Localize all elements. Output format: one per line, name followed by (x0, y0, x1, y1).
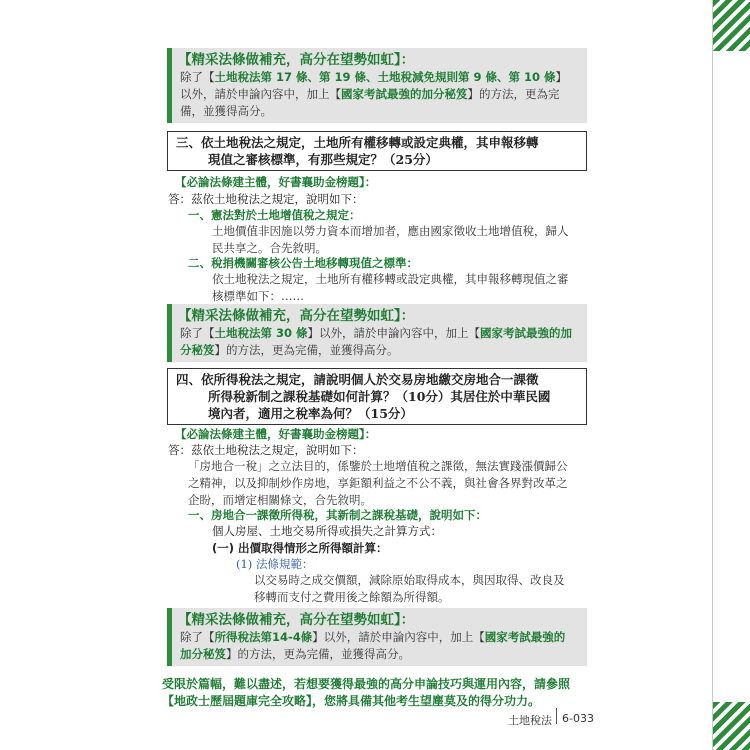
section-title: 一、房地合一課徵所得稅，其新制之課稅基礎，說明如下： (188, 508, 487, 522)
question-3 (167, 131, 587, 171)
question-line: 現值之審核標準，有那些規定？（25分） (208, 152, 438, 167)
page-edge-line (712, 0, 713, 750)
section-body: 個人房屋、土地交易所得或損失之計算方式： (212, 524, 442, 538)
corner-stripe-bottom (713, 702, 750, 750)
question-line: 所得稅新制之課稅基礎如何計算？（10分）其居住於中華民國 (208, 389, 551, 404)
question-line: 四、依所得稅法之規定，請說明個人於交易房地繳交房地合一課徵 (176, 372, 539, 387)
question-4 (167, 368, 587, 425)
supplement-title: 【精采法條做補充，高分在望勢如虹】： (178, 308, 415, 324)
supplement-body: 除了【土地稅法第 17 條、第 19 條、土地稅減免規則第 9 條、第 10 條】 以外，請於申論內容中，加上【國家考試最強的加分秘笈】的方法，更為完 備，並獲得高分。 (180, 70, 568, 118)
law-label: (1) 法條規範： (236, 557, 314, 571)
supplement-title: 【精采法條做補充，高分在望勢如虹】： (178, 612, 415, 628)
supplement-box-2 (167, 304, 587, 362)
supplement-box-1 (167, 48, 587, 123)
section-title: 二、稅捐機關審核公告土地移轉現值之標準： (188, 256, 418, 270)
supplement-title: 【精采法條做補充，高分在望勢如虹】： (178, 52, 415, 68)
subsection-title: (一) 出價取得情形之所得額計算： (212, 541, 388, 555)
supplement-box-3 (167, 608, 587, 666)
law-body: 以交易時之成交價額，減除原始取得成本，與因取得、改良及 移轉而支付之費用後之餘額為所得額。 (254, 573, 565, 604)
must-cite-heading-1: 【必論法條建主體，好書襄助金榜題】： (175, 175, 377, 189)
footer-separator (556, 708, 557, 724)
footer-chapter-label: 土地稅法 (508, 714, 552, 727)
intro-paragraph: 「房地合一稅」之立法目的，係鑒於土地增值稅之課徵，無法實踐漲價歸公 之精神，以及抑制炒作房地，享鉅額利益之不公不義，與社會各界對改革之 企盼，而增定相關條文，合先敘明。 (188, 459, 568, 507)
closing-note: 受限於篇幅，難以盡述，若想要獲得最強的高分申論技巧與運用內容，請參照 【地政士歷屆題庫完全攻略】，您將具備其他考生望塵莫及的得分功力。 (162, 677, 571, 708)
answer-intro: 答：茲依土地稅法之規定，說明如下： (168, 443, 364, 457)
corner-stripe-top (713, 0, 750, 51)
section-title: 一、憲法對於土地增值稅之規定： (188, 208, 361, 222)
supplement-body: 除了【所得稅法第14-4條】以外，請於申論內容中，加上【國家考試最強的 加分秘笈】的方法，更為完備，並獲得高分。 (180, 630, 566, 661)
question-line: 三、依土地稅法之規定，土地所有權移轉或設定典權，其申報移轉 (176, 135, 539, 150)
section-body: 土地價值非因施以勞力資本而增加者，應由國家徵收土地增值稅，歸人 民共享之。合先敘明。 (212, 224, 569, 255)
section-body: 依土地稅法之規定，土地所有權移轉或設定典權，其申報移轉現值之審 核標準如下：…… (212, 272, 569, 303)
answer-intro: 答：茲依土地稅法之規定，說明如下： (168, 192, 364, 206)
supplement-body: 除了【土地稅法第 30 條】以外，請於申論內容中，加上【國家考試最強的加 分秘笈】的方法，更為完備，並獲得高分。 (180, 326, 573, 357)
page-number: 6-033 (562, 712, 594, 725)
must-cite-heading-2: 【必論法條建主體，好書襄助金榜題】： (175, 427, 377, 441)
question-line: 境內者，適用之稅率為何？（15分） (208, 406, 413, 421)
